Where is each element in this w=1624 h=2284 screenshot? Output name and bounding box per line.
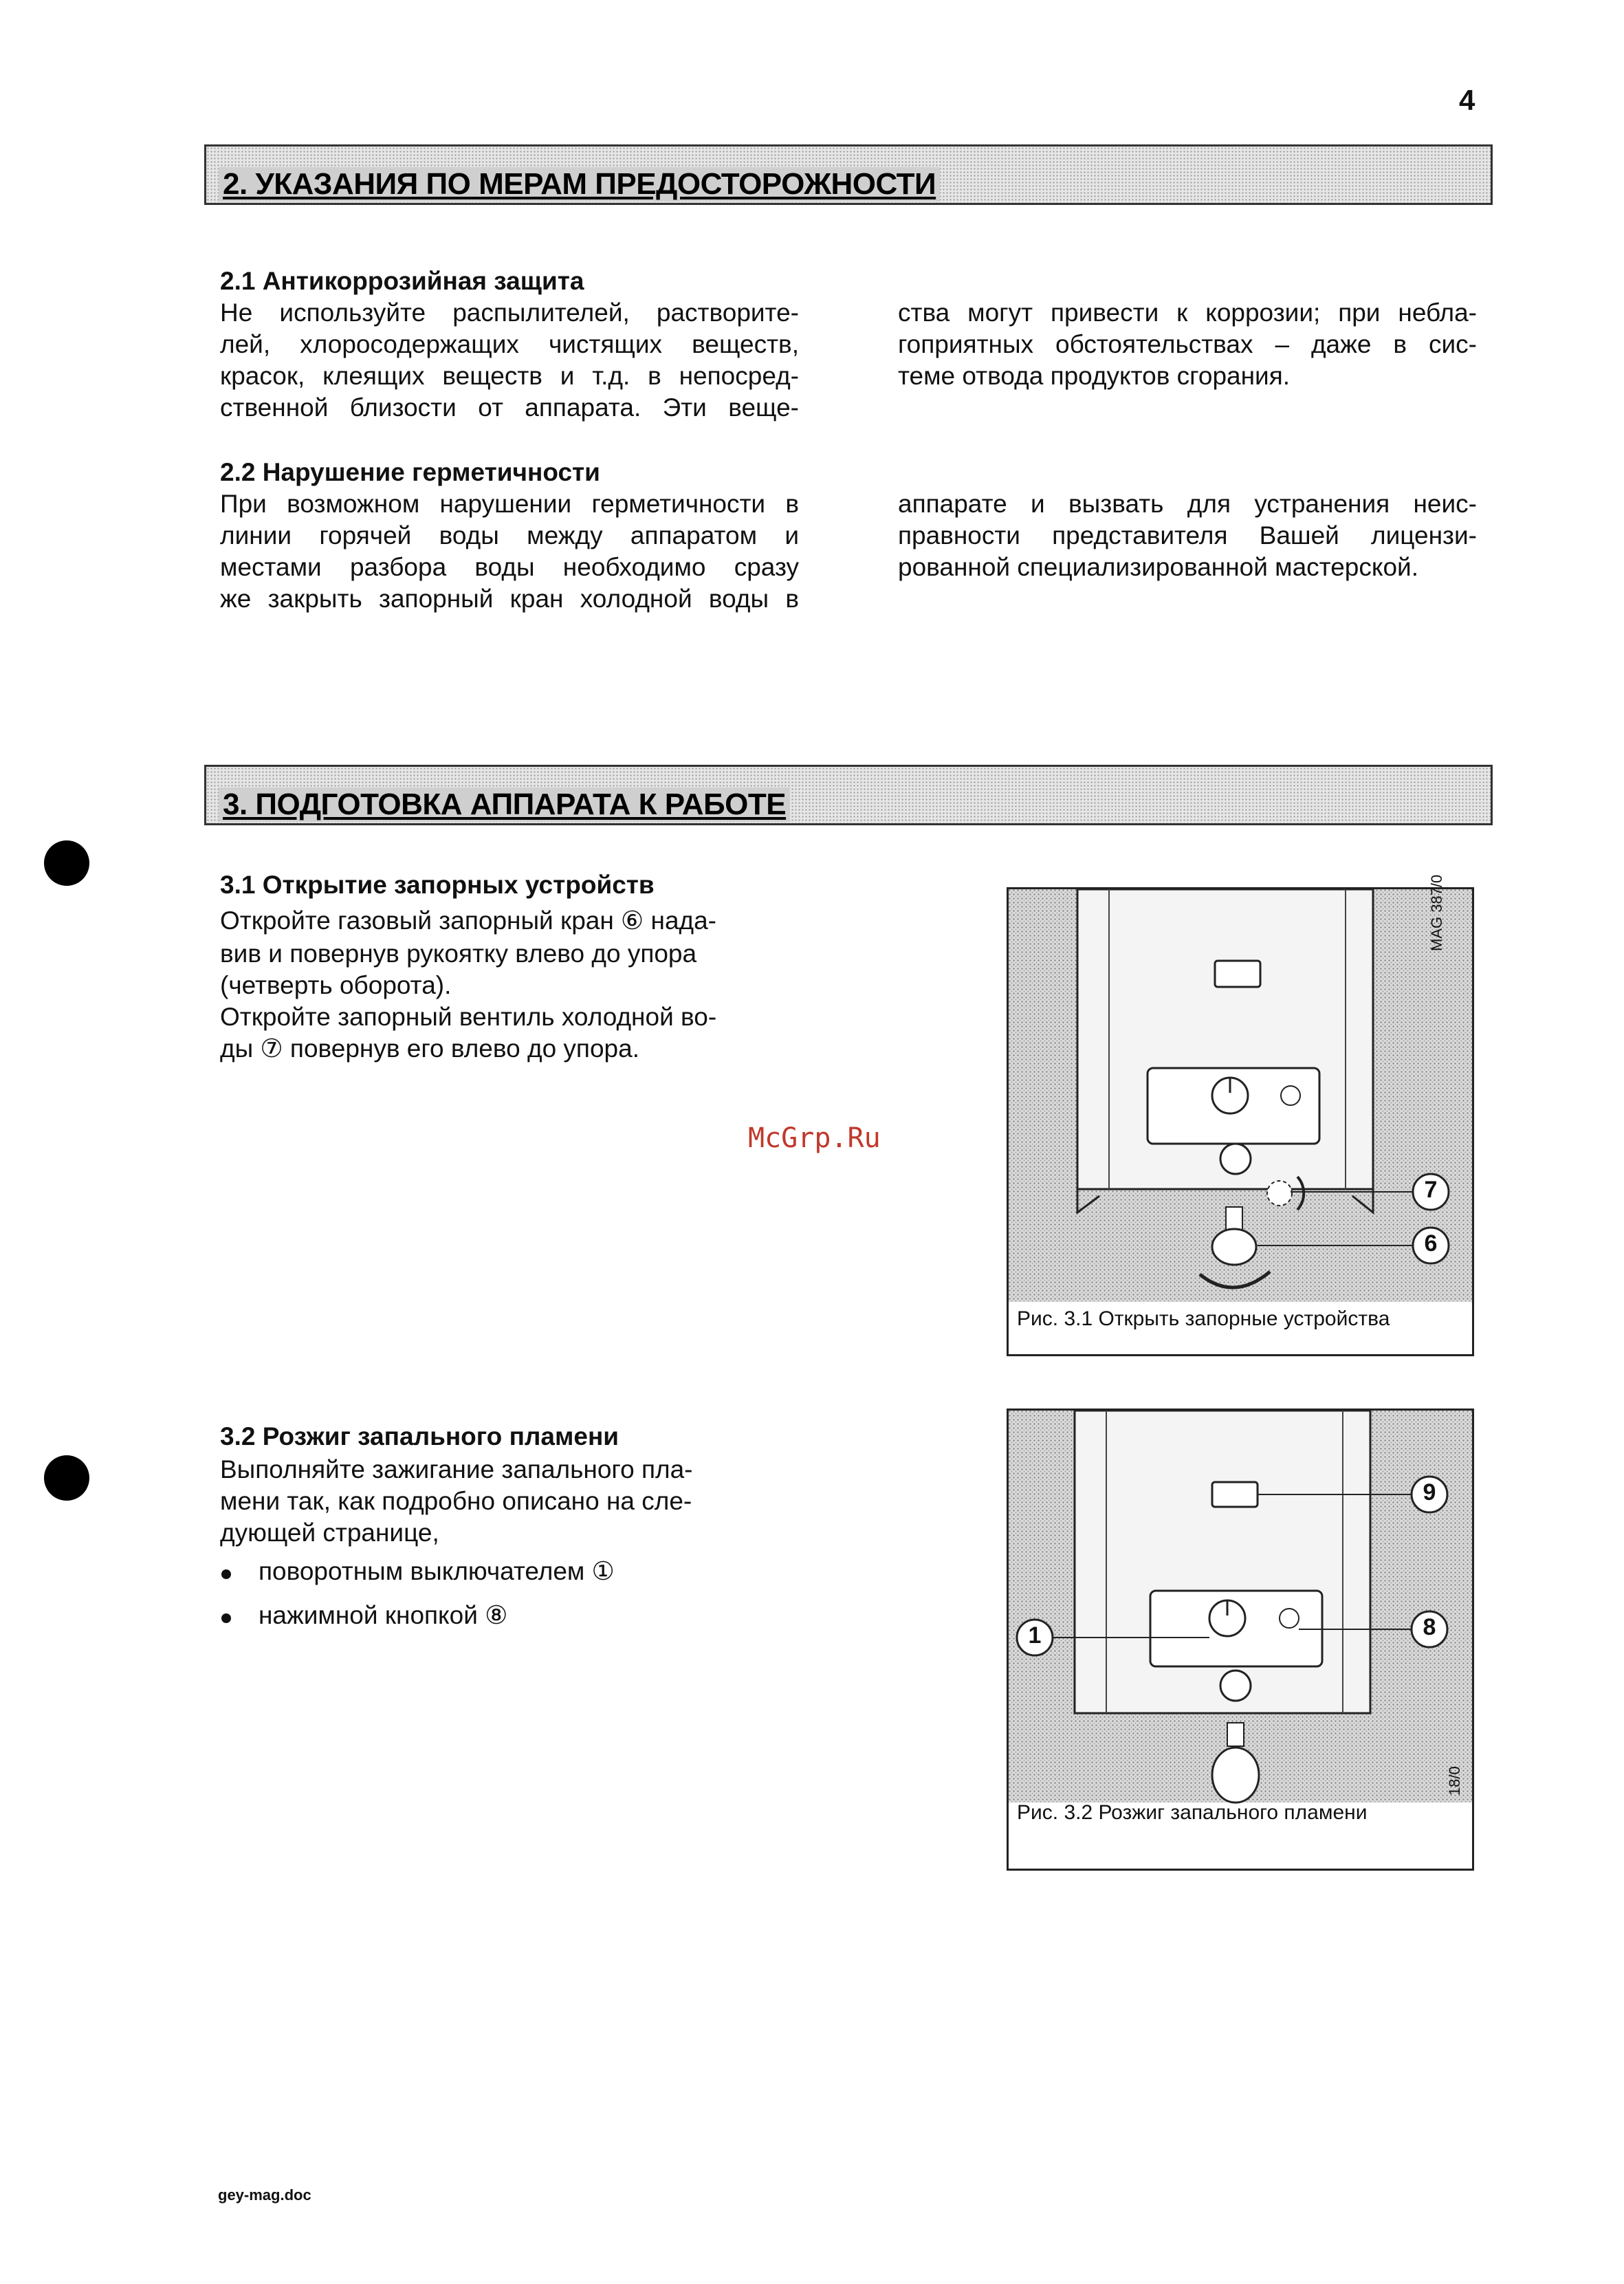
text-line: Откройте запорный вентиль холодной во-: [220, 1003, 717, 1031]
section-2-title: 2. УКАЗАНИЯ ПО МЕРАМ ПРЕДОСТОРОЖНОСТИ: [219, 167, 940, 202]
figure-3-2-illustration: [1009, 1411, 1472, 1869]
text-line: ды ⑦ повернув его влево до упора.: [220, 1034, 639, 1063]
figure-3-1: [1007, 874, 1474, 1356]
section-3-header: [204, 765, 1493, 825]
subsection-2-2-left-text: [220, 488, 799, 615]
figure-3-2: [1007, 1409, 1474, 1871]
subsection-3-2-heading: 3.2 Розжиг запального пламени: [220, 1422, 619, 1450]
subsection-2-1-right-text: [898, 297, 1477, 392]
text-line: Откройте газовый запорный кран ⑥ нада-: [220, 906, 717, 935]
bullet-item: поворотным выключателем ①: [259, 1557, 615, 1585]
figure-code: MAG 387/0: [1428, 874, 1445, 951]
watermark: McGrp.Ru: [748, 1122, 881, 1154]
text-line: линии горячей воды между аппаратом и: [220, 521, 799, 550]
text-line: же закрыть запорный кран холодной воды в: [220, 585, 799, 613]
subsection-2-2-heading: 2.2 Нарушение герметичности: [220, 458, 600, 486]
figure-3-1-caption: Рис. 3.1 Открыть запорные устройства: [1017, 1307, 1390, 1330]
text-line: лей, хлоросодержащих чистящих веществ,: [220, 330, 799, 358]
subsection-2-1-left-text: [220, 297, 799, 424]
subsection-3-2-text: [220, 1454, 777, 1549]
bullet-icon: [221, 1613, 231, 1623]
text-line: теме отвода продуктов сгорания.: [898, 362, 1291, 390]
text-line: рованной специализированной мастерской.: [898, 553, 1419, 581]
subsection-2-1-heading: 2.1 Антикоррозийная защита: [220, 267, 584, 295]
text-line: Не используйте распылителей, растворите-: [220, 298, 799, 327]
section-3-title: 3. ПОДГОТОВКА АППАРАТА К РАБОТЕ: [219, 787, 790, 822]
callout-1: 1: [1028, 1622, 1042, 1649]
text-line: гоприятных обстоятельствах – даже в сис-: [898, 330, 1477, 358]
bullet-icon: [221, 1569, 231, 1579]
figure-code: 18/0: [1446, 1766, 1463, 1796]
text-line: ства могут привести к коррозии; при небла-: [898, 298, 1477, 327]
figure-3-1-illustration: [1009, 889, 1472, 1354]
text-line: аппарате и вызвать для устранения неис-: [898, 490, 1477, 518]
text-line: мени так, как подробно описано на сле-: [220, 1487, 692, 1515]
callout-9: 9: [1423, 1479, 1436, 1505]
section-2-header: [204, 144, 1493, 205]
text-line: дующей странице,: [220, 1519, 439, 1547]
text-line: местами разбора воды необходимо сразу: [220, 553, 799, 581]
text-line: вив и повернув рукоятку влево до упора: [220, 939, 697, 968]
page-number: 4: [1459, 84, 1475, 116]
text-line: Выполняйте зажигание запального пла-: [220, 1455, 693, 1483]
callout-6: 6: [1424, 1230, 1438, 1257]
margin-marker: [44, 1455, 89, 1501]
footer-filename: gey-mag.doc: [218, 2186, 311, 2204]
callout-7: 7: [1424, 1177, 1438, 1203]
callout-8: 8: [1423, 1614, 1436, 1640]
margin-marker: [44, 840, 89, 886]
subsection-3-1-text: [220, 904, 777, 1065]
subsection-3-1-heading: 3.1 Открытие запорных устройств: [220, 871, 655, 899]
text-line: При возможном нарушении герметичности в: [220, 490, 799, 518]
subsection-2-2-right-text: [898, 488, 1477, 583]
text-line: ственной близости от аппарата. Эти веще-: [220, 393, 799, 422]
figure-3-2-caption: Рис. 3.2 Розжиг запального пламени: [1017, 1801, 1368, 1824]
text-line: (четверть оборота).: [220, 971, 452, 999]
bullet-item: нажимной кнопкой ⑧: [259, 1601, 508, 1629]
text-line: красок, клеящих веществ и т.д. в непосред-: [220, 362, 799, 390]
text-line: правности представителя Вашей лицензи-: [898, 521, 1477, 550]
